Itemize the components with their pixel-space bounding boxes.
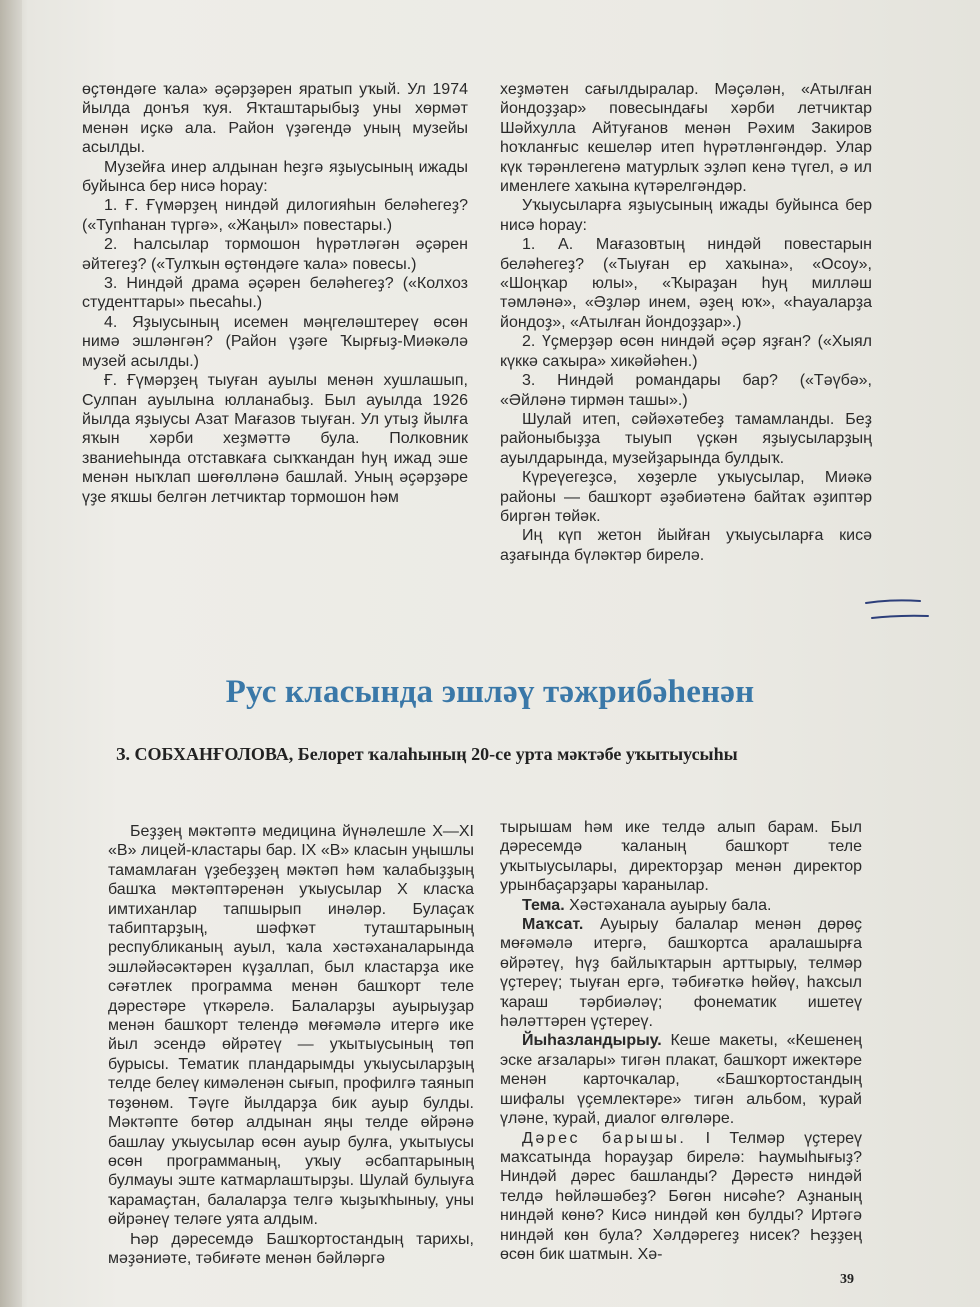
paragraph: өҫтөндәге ҡала» әҫәрҙәрен яратып уҡый. Ул 1974 йылда донъя ҡуя. Яҡташтарыбыҙ уны хөрмәт менән иҫкә ала. Район үҙәгендә уның музейы асылды. [82,81,468,157]
byline [116,744,876,765]
question-item: 2. Һалсылар тормошон һүрәтләгән әҫәрен әйтегеҙ? («Тулҡын өҫтөндәге ҡала» повесы.) [82,236,468,273]
question-item: 1. А. Мағазовтың ниндәй повестарын беләһегеҙ? («Тыуған ер хаҡына», «Осоу», «Шоңҡар юлы», «Ҡыраҙан һуң милләш тәмләнә», «Әҙләр инем, әҙең юҡ», «Һауаларҙа йондоҙ», «Атылған йондоҙҙар».) [500,236,872,331]
top-left-column [82,80,468,507]
bottom-left-column [108,822,474,1268]
paragraph: Музейға инер алдынан һеҙгә яҙыусының ижады буйынса бер нисә һорау: [82,158,468,196]
page-number: 39 [840,1272,854,1287]
paragraph: Иң күп жетон йыйған уҡыусыларға кисә аҙағында бүләктәр бирелә. [500,527,872,564]
lesson-topic-text: Хәстәханала ауырыу бала. [569,896,772,914]
question-item: 4. Яҙыусының исемен мәңгеләштереү өсөн нимә эшләнгән? (Район үҙәге Ҡырғыҙ-Миәкәлә музей асылды.) [82,313,468,370]
lesson-progress-text: I Телмәр үҫтереү маҡсатында һорауҙар бирелә: Һаумыһығыҙ? Ниндәй дәрес башланды? Дәрестә ниндәй телдә һөйләшәбеҙ? Бөгөн нисәһе? Аҙнаның ниндәй көнө? Кисә ниндәй көн булды? Иртәгә ниндәй көн була? Хәлдәрегеҙ нисек? Һеҙҙең өсөн бик шатмын. Хә- [500,1129,862,1263]
paragraph: Уҡыусыларға яҙыусының ижады буйынса бер нисә һорау: [500,197,872,234]
paragraph: Күреүегеҙсә, хөҙерле уҡыусылар, Миәкә районы — башҡорт әҙәбиәтенә байтаҡ әҙиптәр биргән төйәк. [500,469,872,525]
paragraph: Ғ. Ғүмәрҙең тыуған ауылы менән хушлашып, Сулпан ауылына юлланабыҙ. Был ауылда 1926 йылда яҙыусы Азат Мағазов тыуған. Ул утыҙ йылға яҡын хәрби хеҙмәттә була. Полковник званиеһында отставкаға сыҡҡандан һуң ижад эше менән ныҡлап шөғөлләнә башлай. Уның әҫәрҙәре үҙе яҡшы белгән летчиктар тормошон һәм [82,372,468,506]
pen-mark-icon [862,594,932,624]
question-item: 3. Ниндәй романдары бар? («Тәүбә», «Әйләнә тирмән ташы».) [500,372,872,409]
question-item: 1. Ғ. Ғүмәрҙең ниндәй дилогияһын беләһегеҙ? («Тупһанан түргә», «Жаңыл» повестары.) [82,197,468,234]
top-right-column [500,80,872,565]
paragraph: хеҙмәтен сағылдыралар. Мәҫәлән, «Атылған йондоҙҙар» повесындағы хәрби летчиктар Шәйхулла Айтуғанов менән Рәхим Закиров һоҡланғыс кешеләр итеп һүрәтләнгәндәр. Улар күк тәрәнлегенә матурлыҡ эҙләп кенә түгел, ә ил именлеге хаҡына күтәрелгәндәр. [500,81,872,196]
lesson-goal [500,915,862,1031]
question-item: 3. Ниндәй драма әҫәрен беләһегеҙ? («Колхоз студенттары» пьесаһы.) [82,275,468,312]
lesson-topic [500,896,862,915]
paragraph: Шулай итеп, сәйәхәтебеҙ тамамланды. Беҙ районыбыҙҙа тыуып үҫкән яҙыусыларҙың ауылдарында, музейҙарында булдыҡ. [500,410,872,467]
paragraph: Һәр дәресемдә Башҡортостандың тарихы, мәҙәниәте, тәбиғәте менән бәйләргә [108,1230,474,1267]
paragraph: Беҙҙең мәктәптә медицина йүнәлешле X—XI «В» лицей-кластары бар. IX «В» класын уңышлы тамамлаған үҙебеҙҙең мәктәп һәм ҡалабыҙҙың башҡа мәктәптәренән уҡыусылар X класҡа имтиханлар тапшырып инәләр. Булаҫаҡ табиптарҙың, шәфҡәт туташтарының республиканың ауыл, ҡала хәстәханаларында эшләйәсәктәрен күҙаллап, был кластарҙа ике сәғәтлек программа менән башҡорт теле дәрестәре үткәрелә. Балаларҙы ауырыуҙар менән башҡорт телендә мөғәмәлә итергә ике йыл эсендә өйрәтеү — уҡытыусының төп бурысы. Тематик пландарымды уҡыусыларҙың телде белеү кимәленән сығып, профилгә таянып төҙөнөм. Тәүге йылдарҙа бик ауыр булды. Мәктәпте бөтөр алдынан яңы телде өйрәнә башлау уҡыусылар өсөн ауыр булға, уҡытыусы өсөн программаның, уҡыу әсбаптарының булмауы эште катмарлаштырҙы. Шулай булыуға ҡарамаҫтан, балаларҙа телгә ҡыҙыҡһыныу, уны өйрәнеү теләге уята алдым. [108,823,474,1229]
lesson-goal-text: Ауырыу балалар менән дөрөҫ мөғәмәлә итергә, башҡортса аралашырға өйрәтеү, һүҙ байлыҡтарын арттырыу, телмәр үҫтереү; тыуған ергә, тәбиғәткә һөйөү, һаҡсыл ҡараш тәрбиәләү; фонематик ишетеү һәләттәрен үҫтереү. [500,916,862,1031]
lesson-goal-label: Маҡсат. [522,916,584,934]
byline-author: З. СОБХАНҒОЛОВА, [116,744,294,764]
lesson-progress-label: Дәрес барышы. [522,1129,687,1147]
article-title: Рус класында эшләү тәжрибәһенән [225,674,755,710]
bottom-right-column [500,818,862,1264]
question-item: 2. Үҫмерҙәр өсөн ниндәй әҫәр яҙған? («Хыял күккә саҡыра» хикәйәһен.) [500,333,872,370]
lesson-equipment [500,1031,862,1128]
byline-position: Белорет ҡалаһының 20-се урта мәктәбе уҡытыусыһы [297,744,738,764]
paragraph: тырышам һәм ике телдә алып барам. Был дәресемдә ҡаланың башҡорт теле уҡытыусылары, директорҙар менән директор урынбаҫарҙары ҡаранылар. [500,819,862,895]
lesson-progress [500,1129,862,1265]
lesson-equipment-text: Кеше макеты, «Кешенең эске ағзалары» тигән плакат, башҡорт ижектәре менән карточкалар, «Башҡортостандың шифалы үҫемлектәре» тигән альбом, ҡурай үләне, ҡурай, диалог өлгөләре. [500,1032,862,1128]
lesson-equipment-label: Йыһазландырыу. [522,1032,662,1050]
lesson-topic-label: Тема. [522,896,565,914]
page-spine-shadow [0,0,22,1307]
